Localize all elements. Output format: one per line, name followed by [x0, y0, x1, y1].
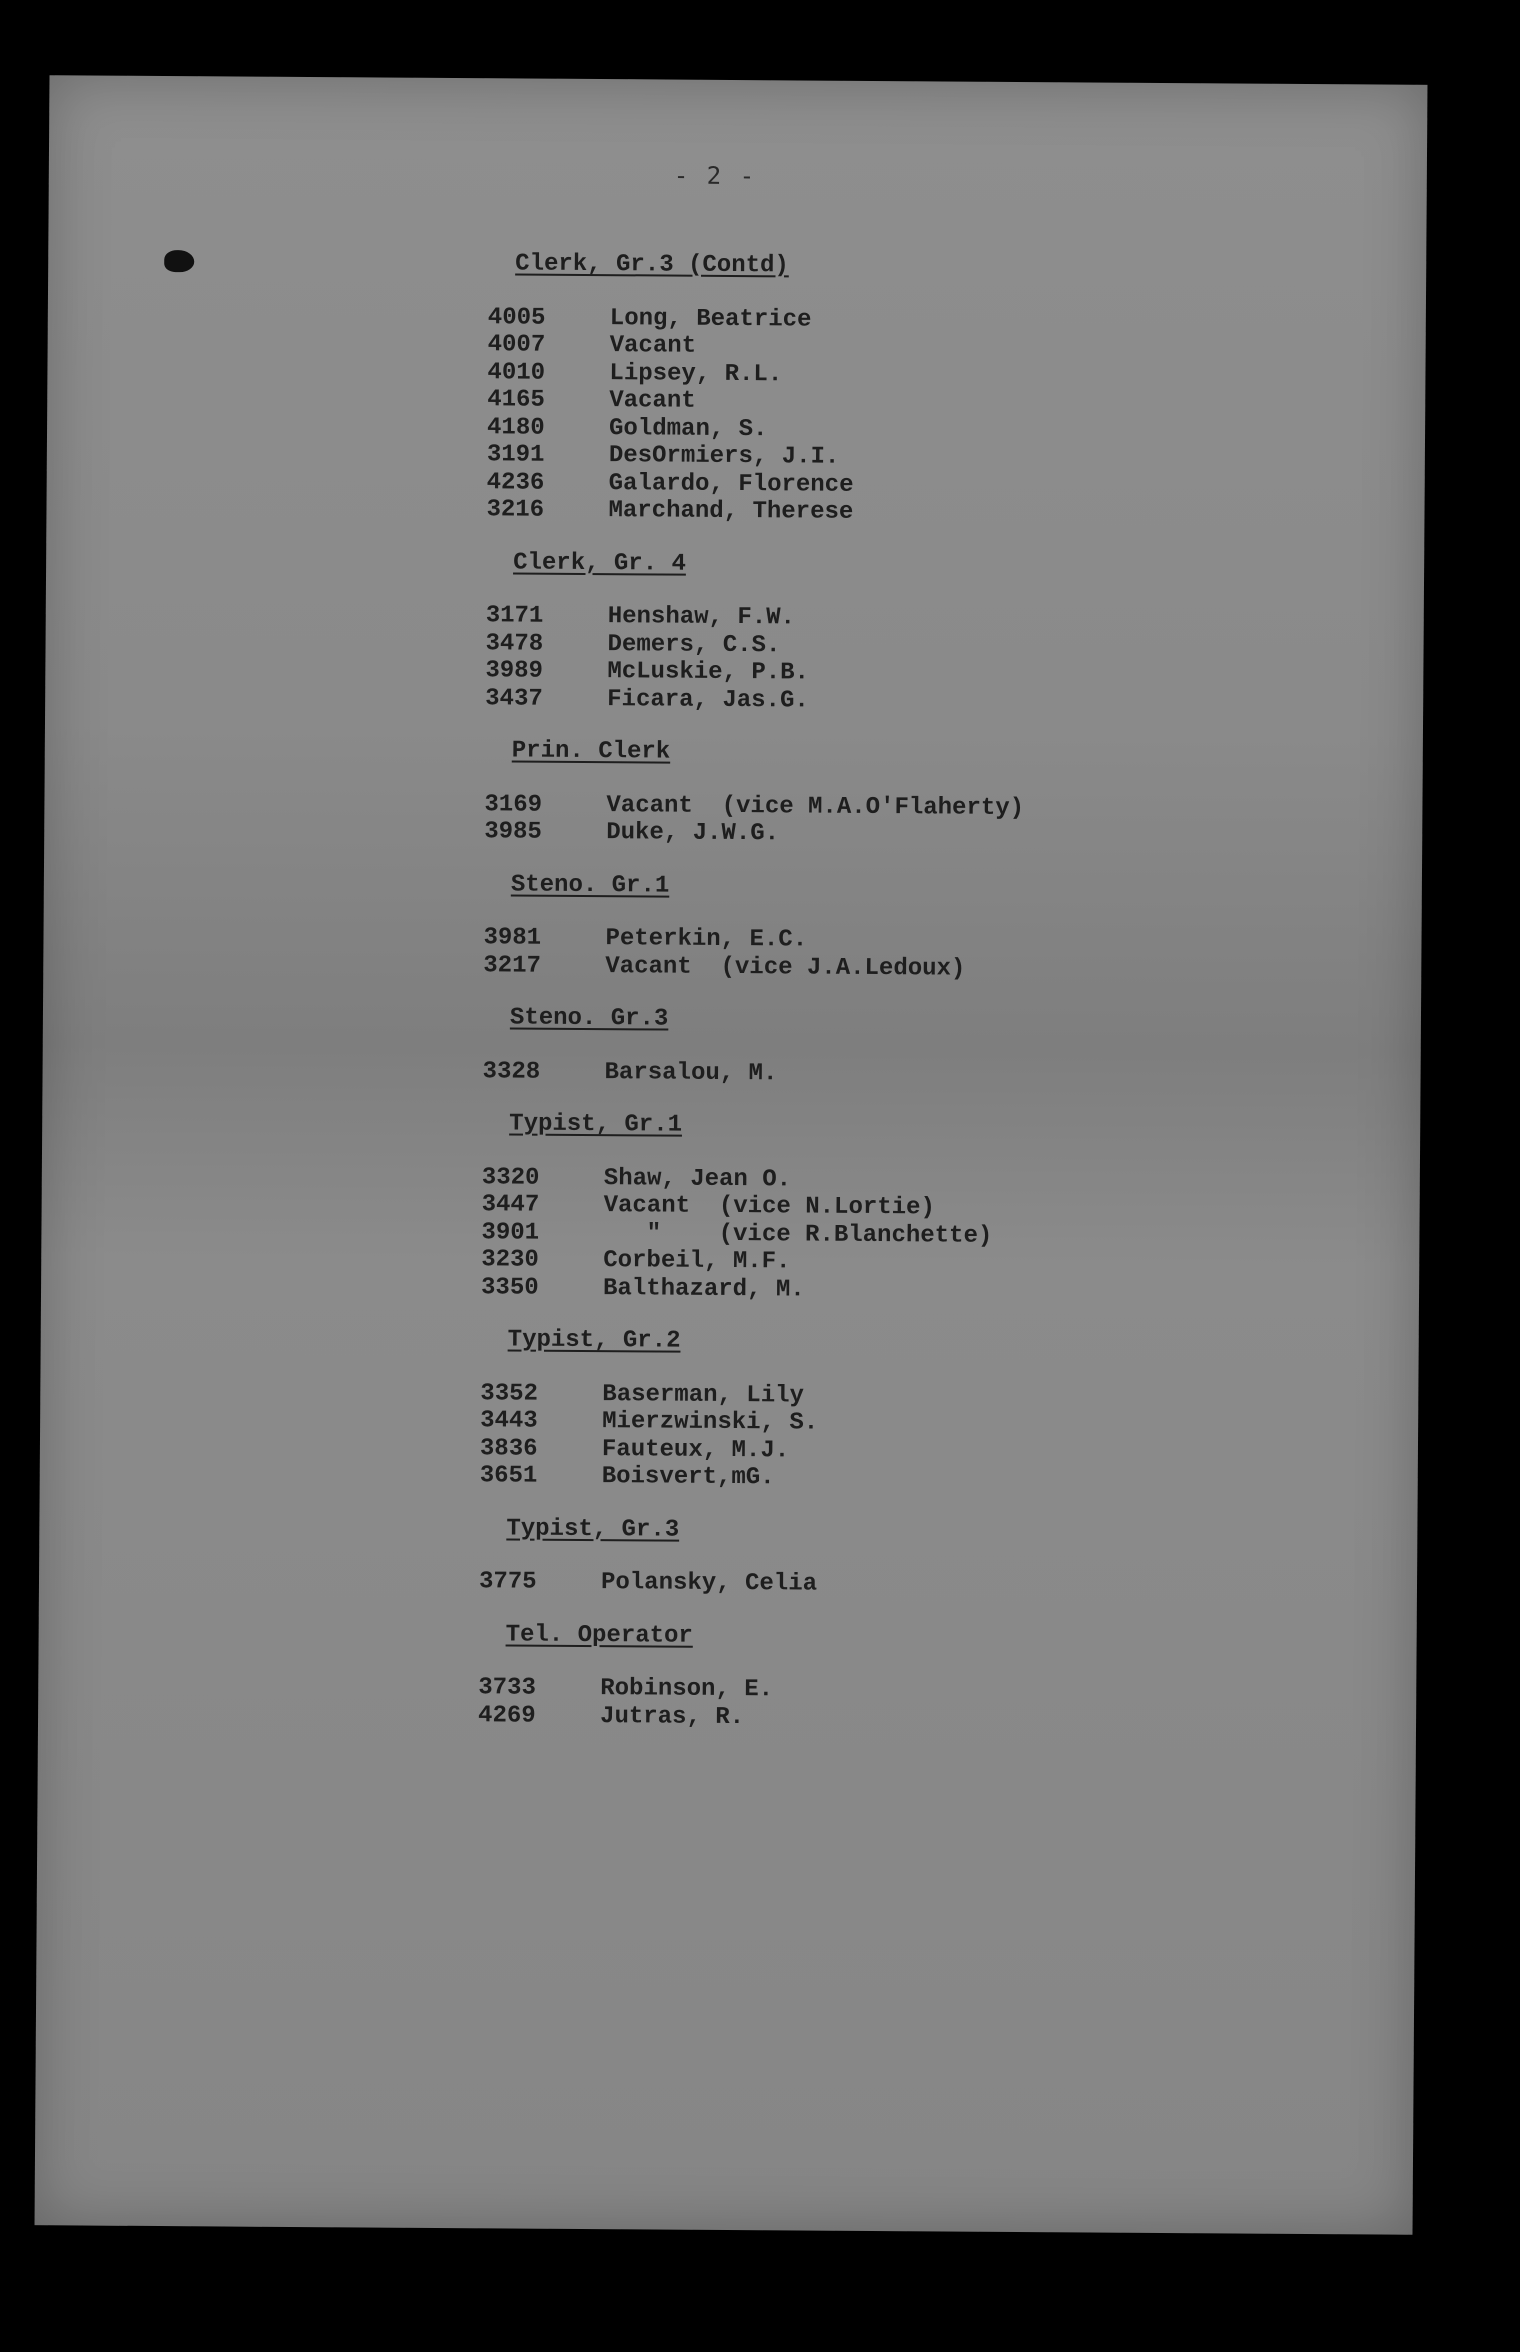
list-item — [485, 685, 1185, 717]
employee-name: Fauteux, M.J. — [601, 1435, 790, 1464]
section — [486, 250, 1188, 528]
employee-name: Barsalou, M. — [604, 1058, 778, 1087]
section-heading: Clerk, Gr. 4 — [513, 548, 687, 578]
personnel-list — [478, 250, 1188, 1759]
employee-name: Goldman, S. — [608, 414, 768, 443]
section — [483, 871, 1184, 984]
employee-name: Jutras, R. — [599, 1702, 745, 1731]
document-page — [35, 75, 1428, 2235]
employee-name: Polansky, Celia — [600, 1569, 818, 1598]
position-number: 3216 — [486, 496, 545, 524]
list-item — [486, 496, 1186, 528]
position-number: 4010 — [487, 358, 546, 387]
employee-name: Shaw, Jean O. — [603, 1164, 792, 1193]
employee-name: Boisvert,mG. — [601, 1463, 775, 1492]
employee-name: Lipsey, R.L. — [609, 359, 783, 388]
section — [479, 1515, 1180, 1601]
section-heading: Steno. Gr.1 — [510, 870, 670, 900]
position-number: 3901 — [481, 1218, 540, 1247]
position-number: 4005 — [487, 303, 546, 332]
position-number: 3352 — [480, 1379, 539, 1408]
employee-name: Galardo, Florence — [608, 469, 854, 499]
position-number: 4165 — [487, 386, 545, 414]
employee-name: Corbeil, M.F. — [603, 1247, 791, 1276]
employee-name: Vacant (vice N.Lortie) — [603, 1192, 935, 1222]
employee-name: Henshaw, F.W. — [607, 603, 796, 632]
position-number: 4007 — [487, 331, 546, 359]
position-number: 3836 — [479, 1434, 538, 1463]
position-number: 4236 — [486, 468, 545, 497]
employee-name: Vacant (vice M.A.O'Flaherty) — [606, 791, 1025, 822]
list-item — [481, 1274, 1181, 1306]
section — [478, 1621, 1179, 1734]
section-heading: Steno. Gr.3 — [509, 1004, 669, 1033]
position-number: 4269 — [477, 1701, 536, 1730]
page-number: - 2 - — [673, 161, 757, 191]
employee-name: DesOrmiers, J.I. — [608, 442, 840, 471]
employee-name: Balthazard, M. — [602, 1274, 805, 1304]
employee-name: Demers, C.S. — [607, 630, 781, 659]
position-number: 3985 — [484, 818, 542, 846]
section — [480, 1326, 1181, 1494]
employee-name: Vacant — [609, 387, 696, 415]
employee-name: Robinson, E. — [600, 1675, 774, 1704]
employee-name: Long, Beatrice — [609, 304, 812, 334]
position-number: 3775 — [478, 1568, 537, 1596]
list-item — [479, 1568, 1179, 1600]
employee-name: " (vice R.Blanchette) — [603, 1219, 993, 1250]
list-item — [483, 952, 1183, 984]
section-heading: Tel. Operator — [505, 1620, 693, 1650]
employee-name: Baserman, Lily — [602, 1380, 805, 1410]
employee-name: Peterkin, E.C. — [605, 925, 808, 954]
position-number: 3350 — [480, 1273, 539, 1302]
position-number: 3733 — [478, 1674, 536, 1702]
section-heading: Clerk, Gr.3 (Contd) — [515, 250, 789, 280]
section-heading: Typist, Gr.1 — [509, 1110, 683, 1139]
section — [484, 737, 1185, 850]
list-item — [484, 818, 1184, 850]
section — [485, 549, 1186, 717]
position-number: 3478 — [485, 629, 544, 658]
list-item — [482, 1058, 1182, 1090]
position-number: 3981 — [483, 924, 542, 952]
position-number: 3230 — [481, 1246, 539, 1274]
section-heading: Typist, Gr.3 — [506, 1514, 680, 1544]
position-number: 3437 — [485, 684, 543, 713]
position-number: 3191 — [486, 441, 545, 469]
employee-name: Duke, J.W.G. — [606, 819, 780, 848]
position-number: 3989 — [485, 657, 544, 685]
employee-name: Ficara, Jas.G. — [607, 685, 809, 715]
section-heading: Prin. Clerk — [511, 737, 671, 766]
position-number: 3171 — [485, 602, 544, 630]
list-item — [480, 1462, 1180, 1494]
position-number: 3328 — [482, 1057, 541, 1086]
list-item — [478, 1702, 1178, 1734]
ink-blot — [164, 250, 194, 272]
position-number: 4180 — [486, 413, 545, 442]
section-heading: Typist, Gr.2 — [507, 1326, 681, 1355]
position-number: 3320 — [481, 1163, 540, 1192]
employee-name: McLuskie, P.B. — [607, 658, 810, 687]
section — [482, 1004, 1183, 1090]
position-number: 3443 — [480, 1407, 538, 1435]
employee-name: Marchand, Therese — [608, 497, 854, 526]
position-number: 3169 — [484, 790, 543, 819]
position-number: 3447 — [481, 1191, 540, 1219]
section — [481, 1110, 1182, 1306]
employee-name: Mierzwinski, S. — [602, 1408, 819, 1437]
employee-name: Vacant (vice J.A.Ledoux) — [605, 952, 966, 983]
position-number: 3651 — [479, 1462, 538, 1490]
position-number: 3217 — [483, 951, 542, 980]
employee-name: Vacant — [609, 332, 697, 360]
